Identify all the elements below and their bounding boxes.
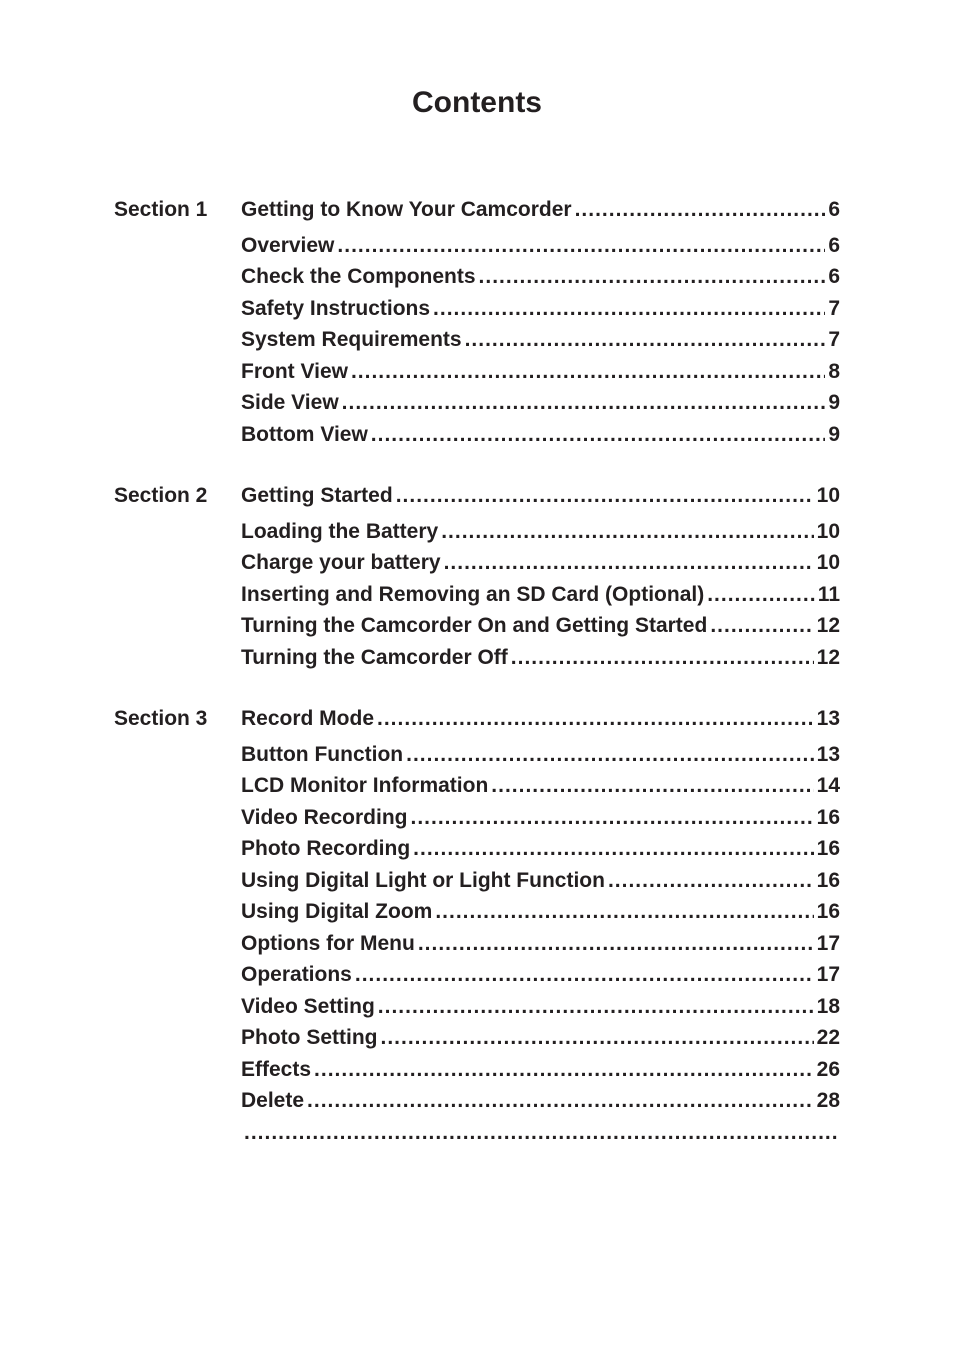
toc-entry[interactable] [241,1117,840,1149]
dot-leader [710,610,813,642]
dot-leader [396,480,814,512]
entry-title: Safety Instructions [241,296,431,320]
entry-page-number: 6 [828,265,840,288]
entry-title: Using Digital Zoom [241,900,433,923]
dot-leader [378,991,814,1023]
entry-title: Getting to Know Your Camcorder [241,198,572,221]
toc-entry[interactable] [241,230,840,262]
entry-page-number: 10 [816,551,840,574]
dot-leader [410,802,813,834]
toc-entry[interactable] [241,642,840,674]
entry-title: Options for Menu [241,931,415,955]
table-of-contents [114,194,840,1178]
entry-title: Inserting and Removing an SD Card (Optional) [241,582,705,606]
toc-entry[interactable] [241,802,840,834]
dot-leader [575,194,826,226]
entry-page-number: 10 [816,519,840,543]
entry-page-number: 6 [828,198,840,221]
entry-title: Record Mode [241,707,375,730]
toc-entry[interactable] [241,833,840,865]
entry-title: Using Digital Light or Light Function [241,868,605,892]
dot-leader [244,1117,837,1149]
dot-leader [351,356,825,388]
toc-entry[interactable] [241,1085,840,1117]
dot-leader [608,865,814,897]
toc-entry[interactable] [241,770,840,802]
toc-section-heading[interactable] [241,703,840,735]
section-entries [241,194,840,450]
toc-entry[interactable] [241,1022,840,1054]
entry-title: Photo Recording [241,837,411,860]
dot-leader [307,1085,814,1117]
entry-title: Button Function [241,742,404,766]
section-entries [241,480,840,673]
toc-entry[interactable] [241,865,840,897]
entry-title: Check the Components [241,265,476,288]
dot-leader [511,642,814,674]
toc-entry[interactable] [241,928,840,960]
section-label: Section 2 [114,484,208,507]
dot-leader [371,419,826,451]
section-entries [241,703,840,1148]
toc-entry[interactable] [241,324,840,356]
entry-page-number: 10 [816,484,840,507]
entry-title: Overview [241,233,335,257]
toc-entry[interactable] [241,516,840,548]
toc-section-2 [114,480,840,673]
dot-leader [441,516,813,548]
dot-leader [433,293,825,325]
entry-title: Operations [241,963,352,986]
entry-title: Effects [241,1057,312,1081]
entry-page-number: 28 [816,1089,840,1112]
toc-entry[interactable] [241,579,840,611]
entry-title: Getting Started [241,484,393,507]
entry-title: Loading the Battery [241,519,439,543]
dot-leader [355,959,814,991]
section-label: Section 1 [114,198,208,221]
entry-title: System Requirements [241,328,462,351]
dot-leader [406,739,814,771]
entry-page-number: 8 [828,359,840,383]
entry-title: Delete [241,1089,305,1112]
entry-title: Video Setting [241,994,375,1018]
dot-leader [707,579,815,611]
entry-page-number: 9 [828,422,840,446]
entry-title: Side View [241,391,339,414]
toc-entry[interactable] [241,261,840,293]
entry-page-number: 16 [816,837,840,860]
page-title: Contents [412,86,542,119]
entry-page-number: 17 [816,963,840,986]
toc-entry[interactable] [241,387,840,419]
toc-section-3 [114,703,840,1148]
toc-entry[interactable] [241,896,840,928]
toc-entry[interactable] [241,356,840,388]
entry-page-number: 12 [816,645,840,669]
toc-section-1 [114,194,840,450]
entry-title: Photo Setting [241,1026,378,1049]
dot-leader [491,770,813,802]
entry-page-number: 16 [816,805,840,829]
entry-title: LCD Monitor Information [241,774,489,797]
entry-page-number: 13 [816,707,840,730]
dot-leader [314,1054,814,1086]
entry-page-number: 7 [828,296,840,320]
toc-section-heading[interactable] [241,194,840,226]
dot-leader [435,896,813,928]
entry-title: Turning the Camcorder Off [241,645,508,669]
entry-title: Front View [241,359,348,383]
toc-entry[interactable] [241,739,840,771]
dot-leader [377,703,814,735]
dot-leader [337,230,825,262]
dot-leader [444,547,814,579]
toc-entry[interactable] [241,610,840,642]
toc-entry[interactable] [241,419,840,451]
toc-entry[interactable] [241,991,840,1023]
entry-page-number: 7 [828,328,840,351]
entry-page-number: 11 [817,582,840,606]
toc-section-heading[interactable] [241,480,840,512]
dot-leader [380,1022,813,1054]
entry-page-number: 22 [816,1026,840,1049]
entry-title: Charge your battery [241,551,441,574]
dot-leader [418,928,814,960]
toc-entry[interactable] [241,959,840,991]
dot-leader [413,833,813,865]
entry-page-number: 14 [816,774,840,797]
dot-leader [479,261,826,293]
entry-page-number: 9 [828,391,840,414]
entry-title: Bottom View [241,422,368,446]
toc-entry[interactable] [241,293,840,325]
entry-page-number: 17 [816,931,840,955]
toc-entry[interactable] [241,547,840,579]
entry-page-number: 18 [816,994,840,1018]
section-label: Section 3 [114,707,208,730]
entry-page-number: 16 [816,900,840,923]
toc-entry[interactable] [241,1054,840,1086]
entry-page-number: 26 [816,1057,840,1081]
entry-title: Video Recording [241,805,408,829]
entry-page-number: 16 [816,868,840,892]
entry-title: Turning the Camcorder On and Getting Started [241,614,708,637]
entry-page-number: 6 [828,233,840,257]
entry-page-number: 13 [816,742,840,766]
dot-leader [465,324,826,356]
dot-leader [342,387,826,419]
entry-page-number: 12 [816,614,840,637]
